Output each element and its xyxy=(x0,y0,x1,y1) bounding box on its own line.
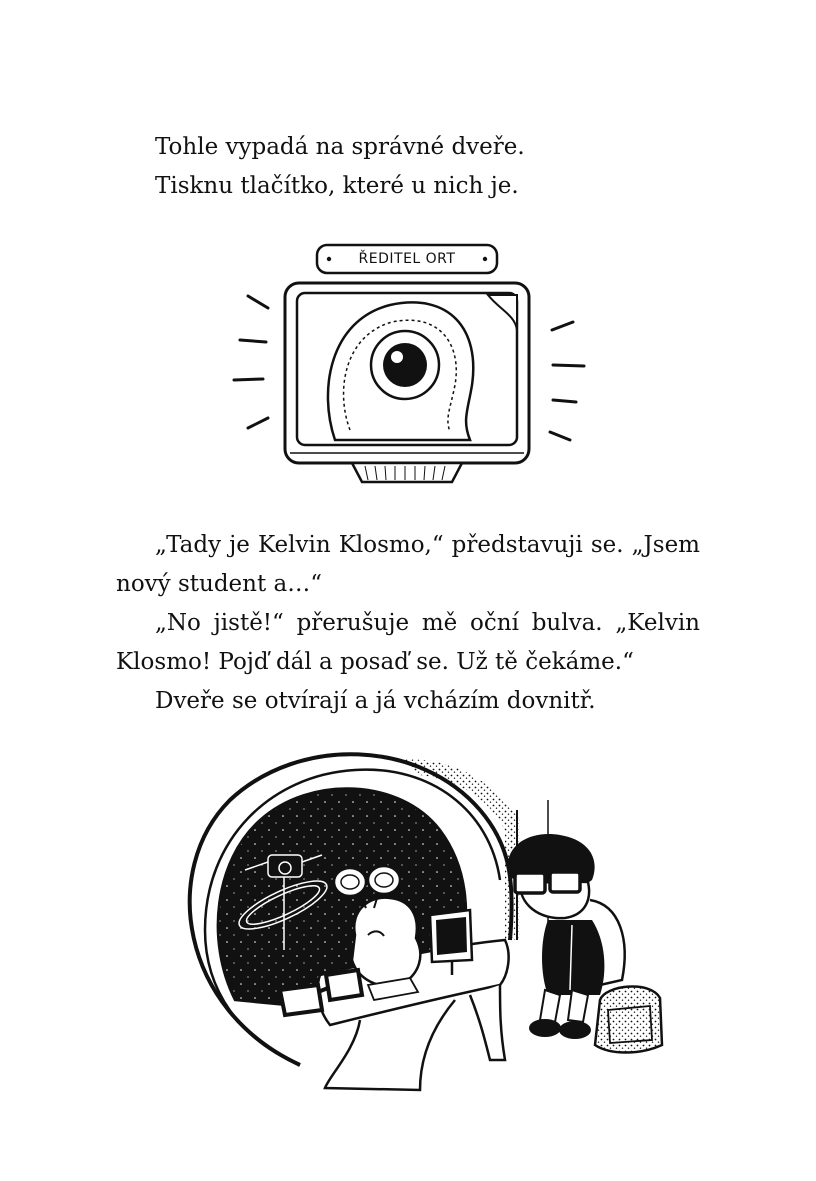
dialogue-line-2: nový student a…“ xyxy=(116,571,322,597)
dialogue-line-4: Klosmo! Pojď dál a posaď se. Už tě čekáme.“ xyxy=(116,649,634,675)
paragraph-2: Tisknu tlačítko, které u nich je. xyxy=(155,173,519,199)
director-sign-label: ŘEDITEL ORT xyxy=(358,251,456,267)
dialogue-line-1: „Tady je Kelvin Klosmo,“ představuji se. „Jsem xyxy=(155,532,700,558)
dialogue-line-3: „No jistě!“ přerušuje mě oční bulva. „Kelvin xyxy=(155,610,700,636)
dialogue-line-5: Dveře se otvírají a já vcházím dovnitř. xyxy=(155,688,596,714)
paragraph-1: Tohle vypadá na správné dveře. xyxy=(155,134,525,160)
